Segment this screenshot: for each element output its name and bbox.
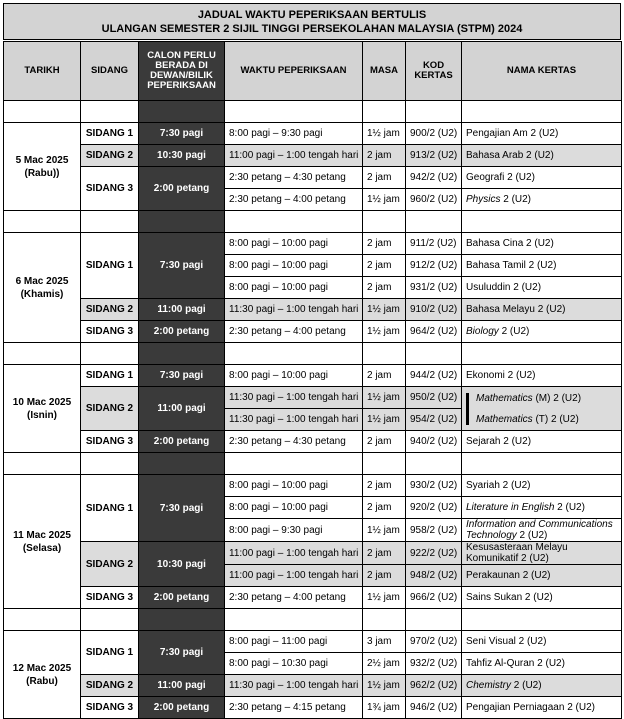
table-row [4,167,622,189]
table-row [4,631,622,653]
header-kod: KOD KERTAS [406,42,462,101]
date-cell [4,123,81,211]
date-cell [4,475,81,609]
nama-rest: 2 (U2) [511,680,542,691]
nama-cell: Pengajian Perniagaan 2 (U2) [462,697,622,719]
masa-cell: 1½ jam [363,189,406,211]
day-text: (Isnin) [27,409,57,421]
session-name: SIDANG 1 [81,233,139,299]
masa-cell: 2 jam [363,145,406,167]
table-row [4,475,622,497]
date-cell [4,365,81,453]
nama-rest: (M) 2 (U2) [532,392,582,404]
calon-time: 7:30 pagi [139,631,225,675]
calon-time: 2:00 petang [139,167,225,211]
session-name: SIDANG 2 [81,675,139,697]
nama-rest: 2 (U2) [516,530,548,541]
session-name: SIDANG 3 [81,587,139,609]
table-row [4,321,622,343]
nama-rest: 2 (U2) [500,194,532,205]
date-text: 11 Mac 2025 [13,529,71,541]
calon-time: 11:00 pagi [139,675,225,697]
session-name: SIDANG 3 [81,697,139,719]
table-row [4,233,622,255]
table-row [4,365,622,387]
table-row [4,123,622,145]
kod-cell: 911/2 (U2) [406,233,462,255]
kod-cell: 960/2 (U2) [406,189,462,211]
kod-cell: 912/2 (U2) [406,255,462,277]
calon-time: 2:00 petang [139,587,225,609]
waktu-cell: 11:00 pagi – 1:00 tengah hari [225,145,363,167]
nama-cell: Bahasa Melayu 2 (U2) [462,299,622,321]
nama-cell: Geografi 2 (U2) [462,167,622,189]
kod-cell: 932/2 (U2) [406,653,462,675]
nama-cell: Perakaunan 2 (U2) [462,565,622,587]
header-sidang: SIDANG [81,42,139,101]
masa-cell: 1½ jam [363,675,406,697]
calon-time: 2:00 petang [139,321,225,343]
nama-cell-mathematics [462,387,622,431]
session-name: SIDANG 1 [81,475,139,542]
calon-time: 11:00 pagi [139,387,225,431]
masa-cell: 1½ jam [363,409,406,431]
nama-italic: Biology [466,326,499,337]
kod-cell: 922/2 (U2) [406,542,462,565]
masa-cell: 1½ jam [363,519,406,542]
nama-italic: Physics [466,194,501,205]
nama-italic: Literature in English [466,502,555,513]
table-row [4,587,622,609]
table-row [4,387,622,409]
waktu-cell: 8:00 pagi – 9:30 pagi [225,123,363,145]
kod-cell: 930/2 (U2) [406,475,462,497]
header-waktu: WAKTU PEPERIKSAAN [225,42,363,101]
calon-time: 10:30 pagi [139,145,225,167]
kod-cell: 920/2 (U2) [406,497,462,519]
waktu-cell: 8:00 pagi – 9:30 pagi [225,519,363,542]
waktu-cell: 8:00 pagi – 10:00 pagi [225,497,363,519]
masa-cell: 2 jam [363,233,406,255]
waktu-cell: 11:30 pagi – 1:00 tengah hari [225,675,363,697]
masa-cell: 2 jam [363,565,406,587]
title-line-1: JADUAL WAKTU PEPERIKSAAN BERTULIS [197,9,427,21]
kod-cell: 940/2 (U2) [406,431,462,453]
date-text: 10 Mac 2025 [12,396,72,408]
masa-cell: 1½ jam [363,387,406,409]
masa-cell: 3 jam [363,631,406,653]
kod-cell: 910/2 (U2) [406,299,462,321]
kod-cell: 958/2 (U2) [406,519,462,542]
date-cell [4,631,81,719]
header-tarikh: TARIKH [4,42,81,101]
waktu-cell: 11:00 pagi – 1:00 tengah hari [225,542,363,565]
nama-italic: Chemistry [466,680,512,691]
waktu-cell: 8:00 pagi – 10:00 pagi [225,365,363,387]
masa-cell: 2 jam [363,497,406,519]
header-masa: MASA [363,42,406,101]
nama-cell: Pengajian Am 2 (U2) [462,123,622,145]
table-row [4,675,622,697]
waktu-cell: 2:30 petang – 4:30 petang [225,167,363,189]
kod-cell: 946/2 (U2) [406,697,462,719]
nama-cell [462,519,622,542]
session-name: SIDANG 2 [81,387,139,431]
waktu-cell: 8:00 pagi – 10:00 pagi [225,277,363,299]
date-text: 12 Mac 2025 [12,662,72,674]
nama-italic: Mathematics [476,413,533,425]
header-calon: CALON PERLU BERADA DI DEWAN/BILIK PEPERIKSAAN [139,42,225,101]
kod-cell: 948/2 (U2) [406,565,462,587]
table-row [4,431,622,453]
nama-cell: Usuluddin 2 (U2) [462,277,622,299]
kod-cell: 954/2 (U2) [406,409,462,431]
kod-cell: 900/2 (U2) [406,123,462,145]
kod-cell: 944/2 (U2) [406,365,462,387]
nama-rest: 2 (U2) [554,502,585,513]
masa-cell: 2 jam [363,277,406,299]
session-name: SIDANG 3 [81,167,139,211]
waktu-cell: 2:30 petang – 4:00 petang [225,587,363,609]
nama-cell: Seni Visual 2 (U2) [462,631,622,653]
day-text: (Rabu)) [24,167,60,179]
day-text: (Rabu) [26,675,58,687]
waktu-cell: 8:00 pagi – 11:00 pagi [225,631,363,653]
waktu-cell: 2:30 petang – 4:30 petang [225,431,363,453]
timetable-title [3,3,621,40]
masa-cell: 2½ jam [363,653,406,675]
nama-italic: Information and Communications Technology [466,519,613,541]
calon-time: 7:30 pagi [139,233,225,299]
waktu-cell: 2:30 petang – 4:15 petang [225,697,363,719]
nama-cell: Bahasa Cina 2 (U2) [462,233,622,255]
masa-cell: 1½ jam [363,321,406,343]
day-text: (Selasa) [22,542,62,554]
masa-cell: 1½ jam [363,123,406,145]
session-name: SIDANG 2 [81,542,139,587]
table-row [4,697,622,719]
nama-cell: Bahasa Arab 2 (U2) [462,145,622,167]
masa-cell: 2 jam [363,167,406,189]
day-text: (Khamis) [20,288,64,300]
nama-cell: Tahfiz Al-Quran 2 (U2) [462,653,622,675]
waktu-cell: 2:30 petang – 4:00 petang [225,321,363,343]
header-nama: NAMA KERTAS [462,42,622,101]
waktu-cell: 8:00 pagi – 10:30 pagi [225,653,363,675]
masa-cell: 2 jam [363,431,406,453]
kod-cell: 913/2 (U2) [406,145,462,167]
session-name: SIDANG 2 [81,299,139,321]
calon-time: 10:30 pagi [139,542,225,587]
session-name: SIDANG 3 [81,321,139,343]
header-row [4,42,622,101]
calon-time: 2:00 petang [139,697,225,719]
nama-cell [462,189,622,211]
nama-cell [462,497,622,519]
masa-cell: 1½ jam [363,299,406,321]
nama-cell [462,675,622,697]
nama-cell: Sejarah 2 (U2) [462,431,622,453]
waktu-cell: 11:00 pagi – 1:00 tengah hari [225,565,363,587]
date-cell [4,233,81,343]
title-line-2: ULANGAN SEMESTER 2 SIJIL TINGGI PERSEKOLAHAN MALAYSIA (STPM) 2024 [101,23,523,35]
waktu-cell: 11:30 pagi – 1:00 tengah hari [225,299,363,321]
nama-italic: Mathematics [476,392,533,404]
nama-cell: Bahasa Tamil 2 (U2) [462,255,622,277]
masa-cell: 2 jam [363,365,406,387]
session-name: SIDANG 3 [81,431,139,453]
kod-cell: 950/2 (U2) [406,387,462,409]
calon-time: 2:00 petang [139,431,225,453]
kod-cell: 962/2 (U2) [406,675,462,697]
date-text: 5 Mac 2025 [15,154,69,166]
nama-rest: (T) 2 (U2) [532,413,579,425]
kod-cell: 964/2 (U2) [406,321,462,343]
session-name: SIDANG 1 [81,123,139,145]
nama-cell: Kesusasteraan Melayu Komunikatif 2 (U2) [462,542,622,565]
waktu-cell: 11:30 pagi – 1:00 tengah hari [225,387,363,409]
table-row [4,542,622,565]
masa-cell: 1½ jam [363,587,406,609]
date-text: 6 Mac 2025 [15,275,69,287]
waktu-cell: 8:00 pagi – 10:00 pagi [225,255,363,277]
nama-cell: Sains Sukan 2 (U2) [462,587,622,609]
waktu-cell: 8:00 pagi – 10:00 pagi [225,233,363,255]
kod-cell: 970/2 (U2) [406,631,462,653]
waktu-cell: 2:30 petang – 4:00 petang [225,189,363,211]
bracket-bar [466,393,469,425]
waktu-cell: 11:30 pagi – 1:00 tengah hari [225,409,363,431]
nama-cell: Ekonomi 2 (U2) [462,365,622,387]
nama-rest: 2 (U2) [498,326,530,337]
masa-cell: 2 jam [363,475,406,497]
calon-time: 11:00 pagi [139,299,225,321]
kod-cell: 931/2 (U2) [406,277,462,299]
session-name: SIDANG 2 [81,145,139,167]
table-row [4,299,622,321]
masa-cell: 1¾ jam [363,697,406,719]
masa-cell: 2 jam [363,255,406,277]
kod-cell: 942/2 (U2) [406,167,462,189]
table-row [4,145,622,167]
calon-time: 7:30 pagi [139,475,225,542]
session-name: SIDANG 1 [81,365,139,387]
waktu-cell: 8:00 pagi – 10:00 pagi [225,475,363,497]
kod-cell: 966/2 (U2) [406,587,462,609]
exam-timetable [3,41,622,719]
nama-cell [462,321,622,343]
calon-time: 7:30 pagi [139,123,225,145]
calon-time: 7:30 pagi [139,365,225,387]
masa-cell: 2 jam [363,542,406,565]
nama-cell: Syariah 2 (U2) [462,475,622,497]
session-name: SIDANG 1 [81,631,139,675]
